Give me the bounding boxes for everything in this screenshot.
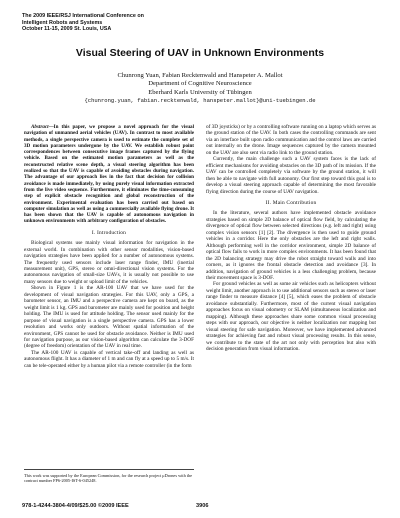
paragraph: of 3D joysticks) or by a controlling software running on a laptop which serves as the ground station of the UAV. In both cases the controlling commands are sent via an interface built upon radio communication and the control laws are carried out internally on the drone. Image sequences captured by the camera mounted on the UAV are also sent via radio link to the ground station.	[206, 124, 377, 156]
page-footer	[22, 503, 378, 509]
author-names: Chunrong Yuan, Fabian Recktenwald and Hanspeter A. Mallot	[117, 72, 283, 79]
conference-header	[22, 13, 144, 33]
isbn-copyright: 978-1-4244-3804-4/09/$25.00 ©2009 IEEE	[22, 503, 129, 509]
abstract-text: —In this paper, we propose a novel approach for the visual navigation of unmanned aerial vehicles (UAV). In contrast to most available methods, a single perspective camera is used to estimate the complete set of 3D motion parameters undergone by the UAV. We establish robust point correspondences between consecutive image frames captured by the flying vehicle. Based on the estimated motion parameters as well as the reconstructed relative scene depth, a visual steering algorithm has been realized so that the UAV is capable of avoiding obstacles during navigation. The advantage of our approach lies in the fact that decision for collision avoidance is made immediately, by using purely visual information extracted from the live video sequence. Furthermore, it eliminates the time-consuming step of explicit obstacle recognition and global reconstruction of the environment. Experimental evaluation has been carried out based on computer simulation as well as using a commercially available flying drone. It has been shown that the UAV is capable of autonomous navigation in unknown environments with arbitrary configuration of obstacles.	[24, 124, 194, 225]
paragraph: The AR-100 UAV is capable of vertical take-off and landing as well as autonomous flight. It has a diameter of 1 m and can fly at a speed up to 5 m/s. It can be tele-operated either by a human pilot via a remote controller (in the form	[24, 349, 194, 369]
conference-line-2: Intelligent Robots and Systems	[22, 19, 103, 26]
right-column	[206, 124, 376, 352]
paper-title: Visual Steering of UAV in Unknown Environments	[75, 47, 325, 59]
footnote: This work was supported by the European Commission, for the research project μDrones with the contract number FP6-2005-IST-6-045248.	[24, 469, 194, 483]
left-column	[24, 124, 194, 369]
paragraph: Shown in Figure 1 is the AR-100 UAV that we have used for the development of visual navigation strategies. For this UAV, only a GPS, a barometer sensor, an IMU and a perspective camera are kept on board, as the weight limit is 1 kg. GPS and barometer are mainly used for position and height holding. The IMU is used for attitude holding. The sensor used mainly for the purpose of visual navigation is a single perspective camera. GPS has a lower resolution and works only outdoors. Without spatial information of the environment, GPS cannot be used for obstacle avoidance. Neither is IMU used for navigation purpose, as our vision-based algorithm can calculate the 3-DOF (degree of freedom) orientation of the UAV in real time.	[24, 285, 194, 350]
abstract-label: Abstract	[31, 124, 49, 130]
author-block	[0, 72, 400, 106]
page-number: 3906	[196, 503, 209, 509]
author-emails: {chunrong.yuan, fabian.recktenwald, hanspeter.mallot}@uni-tuebingen.de	[84, 97, 316, 105]
paragraph: For ground vehicles as well as some air vehicles such as helicopters without weight limit, another approach is to use additional sensors such as stereo or laser range finder to measure distance [4] [5], which eases the problem of obstacle avoidance substantially. Furthermore, most of the current visual navigation approaches focus on visual odometry or SLAM (simultaneous localization and mapping). Although these approaches share some common visual processing steps with our approach, our objective is neither localization nor mapping but visual steering for safe navigation. Moreover, we have implemented advanced strategies for achieving fast and robust visual processing results. In this sense, we contribute to the state of the art not only with perception but also with decision generation from visual information.	[206, 281, 376, 352]
section-heading-introduction: I. Introduction	[91, 229, 127, 236]
section-heading-main-contribution: II. Main Contribution	[265, 199, 317, 206]
paragraph: In the literature, several authors have implemented obstacle avoidance strategies based on simple 2D balance of optical flow field, by calculating the divergence of optical flow between selected directions (e.g. left and right) using complex vision sensors [1] [2]. The divergence is then used to guide ground vehicles in a corridor. Here the only obstacles are the left and right walls. Although performing well in the corridor environment, simple 2D balance of optical flow fails to work in more complex environments. It has been found that the 2D balancing strategy may drive the robot straight toward walls and into corners, as it ignores the frontal obstacle detection and avoidance [3]. In addition, navigation of ground vehicles is a less challenging problem, because their movement space is 3-DOF.	[206, 210, 376, 281]
university: Eberhard Karls University of Tübingen	[148, 88, 252, 96]
abstract	[24, 124, 194, 225]
conference-line-1: The 2009 IEEE/RSJ International Conference on	[22, 13, 144, 19]
paragraph: Biological systems use mainly visual information for navigation in the external world. In combination with other sensor modalities, vision-based navigation strategies have been applied for a number of autonomous systems. The frequently used sensors include laser range finder, IMU (inertial measurement unit), GPS, stereo or omni-directional vision systems. For the autonomous navigation of small-size UAVs, it is usually not possible to use many sensors due to weight or upload limit of the vehicles.	[24, 240, 194, 285]
paragraph: Currently, the main challenge such a UAV system faces is the lack of efficient mechanisms for avoiding obstacles on the 3D path of its mission. If the UAV can be controlled completely via software by the ground station, it will then be able to navigate with full autonomy. Our first step toward this goal is to develop a visual steering approach capable of determining the most favorable flying direction during the course of UAV navigation.	[206, 156, 376, 195]
conference-line-3: October 11-15, 2009 St. Louis, USA	[22, 26, 112, 33]
department: Department of Cognitive Neuroscience	[148, 80, 252, 88]
